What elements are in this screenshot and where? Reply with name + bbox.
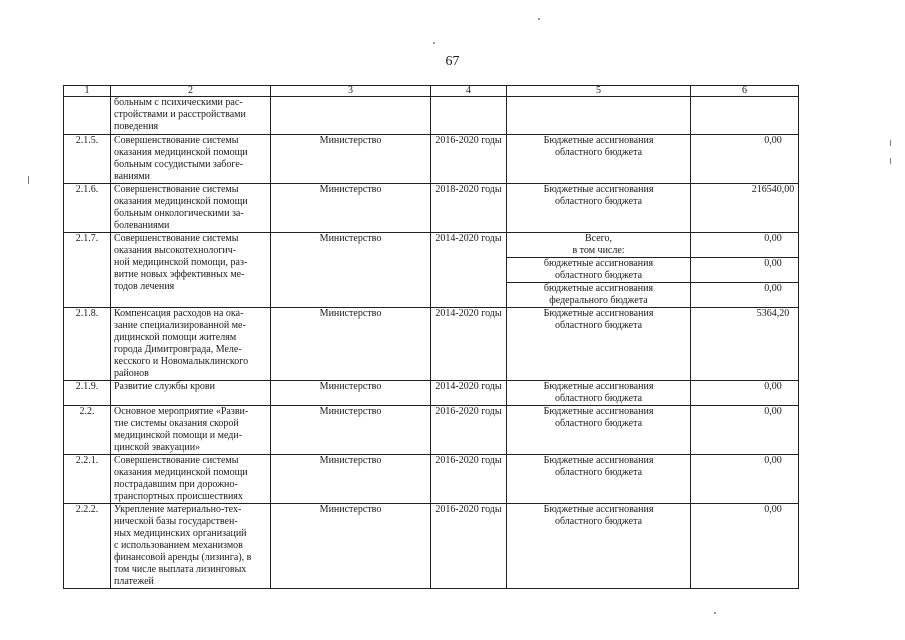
row-number: 2.2.1. [64, 455, 111, 504]
funding-source: Бюджетные ассигнования областного бюджета [507, 135, 691, 184]
amount: 0,00 [691, 233, 799, 258]
executor: Министерство [271, 381, 431, 406]
executor: Министерство [271, 504, 431, 589]
funding-source: бюджетные ассигнования федерального бюджета [507, 283, 691, 308]
table-row [64, 97, 799, 135]
measure-name: больным с психическими рас- стройствами и расстройствами поведения [111, 97, 271, 135]
executor: Министерство [271, 135, 431, 184]
column-header: 2 [111, 86, 271, 97]
table-row [64, 455, 799, 504]
table-row [64, 504, 799, 589]
funding-source: Бюджетные ассигнования областного бюджета [507, 308, 691, 381]
amount: 0,00 [691, 406, 799, 455]
funding-source: бюджетные ассигнования областного бюджета [507, 258, 691, 283]
measure-name: Совершенствование системы оказания медицинской помощи больным сосудистыми забоге- ваниями [111, 135, 271, 184]
amount: 216540,00 [691, 184, 799, 233]
executor: Министерство [271, 233, 431, 308]
row-number: 2.2.2. [64, 504, 111, 589]
column-header: 6 [691, 86, 799, 97]
scan-speck [890, 140, 891, 146]
amount: 5364,20 [691, 308, 799, 381]
row-number: 2.1.5. [64, 135, 111, 184]
scan-speck [714, 612, 716, 614]
scan-speck [538, 18, 540, 20]
amount: 0,00 [691, 455, 799, 504]
scan-speck [433, 42, 435, 44]
table-row [64, 135, 799, 184]
executor [271, 97, 431, 135]
table-row [64, 308, 799, 381]
measure-name: Совершенствование системы оказания медицинской помощи пострадавшим при дорожно- транспортных происшествиях [111, 455, 271, 504]
measure-name: Развитие службы крови [111, 381, 271, 406]
column-header: 4 [431, 86, 507, 97]
funding-source: Бюджетные ассигнования областного бюджета [507, 184, 691, 233]
table-row [64, 381, 799, 406]
amount: 0,00 [691, 504, 799, 589]
executor: Министерство [271, 406, 431, 455]
row-number: 2.2. [64, 406, 111, 455]
measure-name: Основное мероприятие «Разви- тие системы оказания скорой медицинской помощи и меди- цинской эвакуации» [111, 406, 271, 455]
period: 2018-2020 годы [431, 184, 507, 233]
period: 2016-2020 годы [431, 504, 507, 589]
column-header: 3 [271, 86, 431, 97]
page-number: 67 [445, 54, 460, 69]
funding-source: Бюджетные ассигнования областного бюджета [507, 504, 691, 589]
measure-name: Совершенствование системы оказания медицинской помощи больным онкологическими за- болеваниями [111, 184, 271, 233]
amount: 0,00 [691, 283, 799, 308]
period: 2016-2020 годы [431, 406, 507, 455]
executor: Министерство [271, 308, 431, 381]
column-header: 1 [64, 86, 111, 97]
amount: 0,00 [691, 135, 799, 184]
table-row [64, 184, 799, 233]
period: 2016-2020 годы [431, 455, 507, 504]
period: 2014-2020 годы [431, 381, 507, 406]
column-header: 5 [507, 86, 691, 97]
executor: Министерство [271, 455, 431, 504]
table-row [64, 406, 799, 455]
period [431, 97, 507, 135]
row-number: 2.1.6. [64, 184, 111, 233]
period: 2014-2020 годы [431, 233, 507, 308]
funding-source: Бюджетные ассигнования областного бюджета [507, 381, 691, 406]
row-number: 2.1.9. [64, 381, 111, 406]
amount: 0,00 [691, 258, 799, 283]
row-number: 2.1.8. [64, 308, 111, 381]
scan-speck [890, 158, 891, 164]
executor: Министерство [271, 184, 431, 233]
amount: 0,00 [691, 381, 799, 406]
budget-table [63, 85, 799, 589]
table-row [64, 233, 799, 258]
row-number [64, 97, 111, 135]
funding-source: Всего, в том числе: [507, 233, 691, 258]
funding-source: Бюджетные ассигнования областного бюджета [507, 455, 691, 504]
measure-name: Укрепление материально-тех- нической базы государствен- ных медицинских организаций с использованием механизмов финансовой аренды (лизинга), в том числе выплата лизинговых платежей [111, 504, 271, 589]
period: 2016-2020 годы [431, 135, 507, 184]
funding-source [507, 97, 691, 135]
amount [691, 97, 799, 135]
measure-name: Совершенствование системы оказания высокотехнологич- ной медицинской помощи, раз- витие новых эффективных ме- тодов лечения [111, 233, 271, 308]
scan-speck [28, 176, 29, 184]
measure-name: Компенсация расходов на ока- зание специализированной ме- дицинской помощи жителям города Димитровграда, Меле- кесского и Новомалыклинского районов [111, 308, 271, 381]
column-number-row [64, 86, 799, 97]
row-number: 2.1.7. [64, 233, 111, 308]
funding-source: Бюджетные ассигнования областного бюджета [507, 406, 691, 455]
period: 2014-2020 годы [431, 308, 507, 381]
